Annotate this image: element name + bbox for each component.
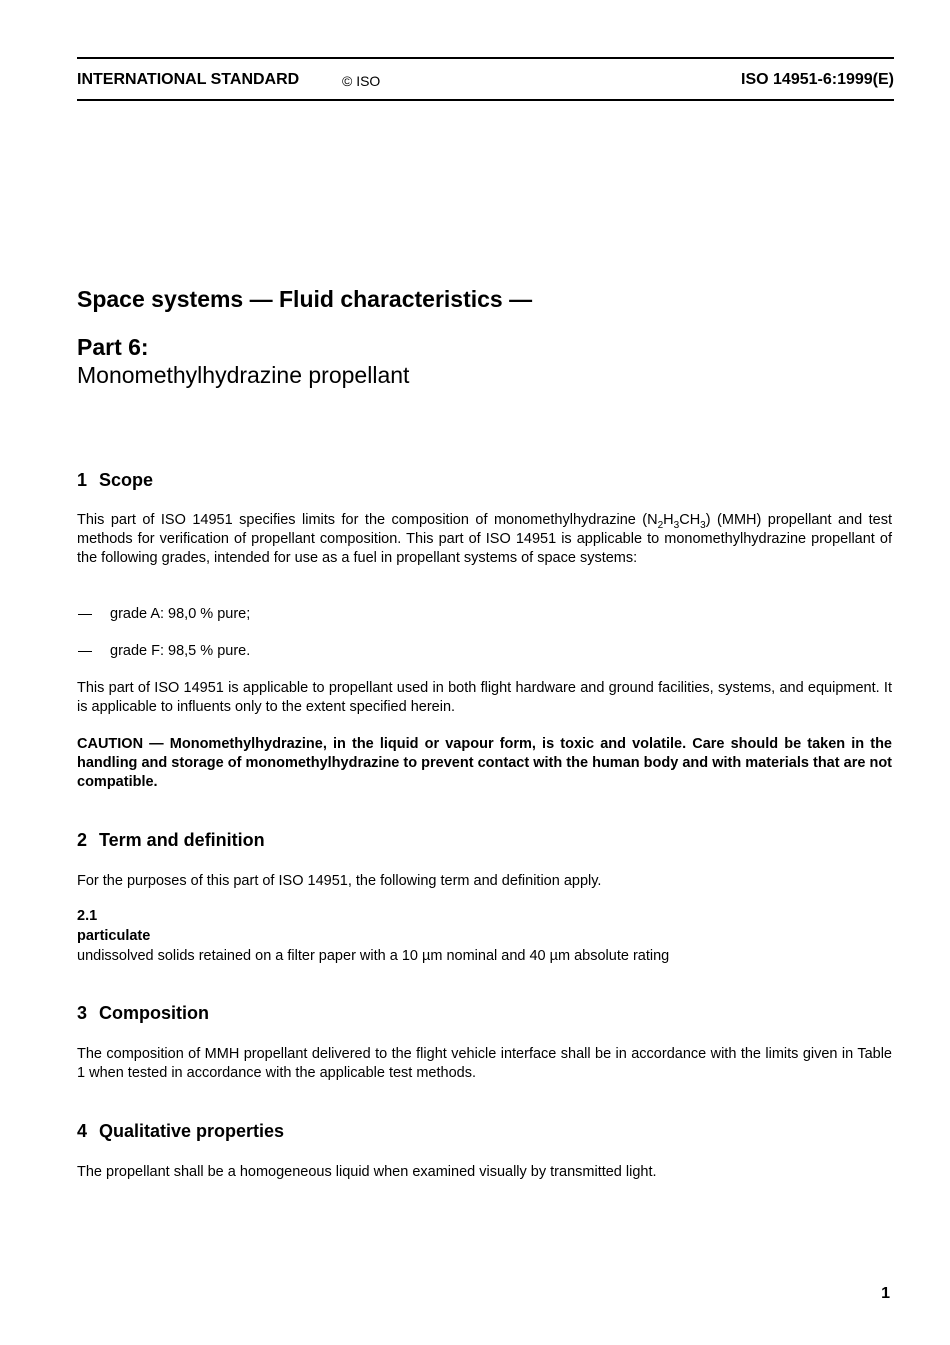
- formula-subscript: 2: [657, 519, 664, 531]
- definition-term: particulate: [77, 928, 151, 944]
- definition-text: undissolved solids retained on a filter paper with a 10 µm nominal and 40 µm absolute rating: [77, 948, 670, 964]
- formula-element: CH: [679, 512, 701, 528]
- header-copyright: © ISO: [342, 73, 381, 89]
- section-number: 1: [77, 470, 88, 490]
- definition-entry: [77, 906, 669, 966]
- caution-paragraph: CAUTION — Monomethylhydrazine, in the liquid or vapour form, is toxic and volatile. Care should be taken in the handling and storage of monomethylhydrazine to prevent contact with the human body and with materials that are not compatible.: [77, 736, 892, 791]
- dash-bullet: [78, 614, 92, 615]
- section-2-heading: [77, 829, 265, 851]
- page-number: 1: [881, 1285, 890, 1302]
- section-title: Composition: [99, 1003, 209, 1023]
- scope-text-a: This part of ISO 14951 specifies limits for the composition of monomethylhydrazine (N: [77, 512, 658, 528]
- header-standard-label: INTERNATIONAL STANDARD: [77, 71, 300, 88]
- composition-paragraph: The composition of MMH propellant delivered to the flight vehicle interface shall be in accordance with the limits given in Table 1 when tested in accordance with the applicable test methods.: [77, 1046, 892, 1082]
- formula-subscript: 3: [700, 519, 706, 531]
- grade-text: grade A: 98,0 % pure;: [110, 606, 251, 622]
- scope-text-b: ) (MMH) propellant and test methods for verification of propellant composition. This part of ISO 14951 is applicable to monomethylhydrazine propellant of the following grades, intended for use as a fuel in propellant systems of space systems:: [77, 512, 892, 567]
- section-title: Term and definition: [99, 830, 265, 850]
- section-number: 3: [77, 1003, 88, 1023]
- section-1-heading: [77, 469, 153, 491]
- dash-bullet: [78, 651, 92, 652]
- qualitative-paragraph: The propellant shall be a homogeneous liquid when examined visually by transmitted light.: [77, 1164, 657, 1180]
- document-title: Space systems — Fluid characteristics —: [77, 286, 533, 312]
- grade-list-item: [77, 642, 250, 661]
- grade-text: grade F: 98,5 % pure.: [110, 643, 251, 659]
- formula-subscript: 3: [673, 519, 680, 531]
- section-number: 2: [77, 830, 88, 850]
- terms-intro: For the purposes of this part of ISO 14951, the following term and definition apply.: [77, 873, 602, 889]
- scope-paragraph-2: This part of ISO 14951 is applicable to propellant used in both flight hardware and ground facilities, systems, and equipment. It is applicable to influents only to the extent specified herein.: [77, 680, 892, 716]
- section-number: 4: [77, 1121, 88, 1141]
- definition-number: 2.1: [77, 908, 98, 924]
- section-4-heading: [77, 1120, 284, 1142]
- header-top-rule: [77, 57, 894, 59]
- part-subtitle: Monomethylhydrazine propellant: [77, 362, 410, 388]
- section-3-heading: [77, 1002, 209, 1024]
- section-title: Qualitative properties: [99, 1121, 285, 1141]
- header-document-id: ISO 14951-6:1999(E): [741, 71, 894, 88]
- header-bottom-rule: [77, 99, 894, 101]
- scope-paragraph-1: [77, 511, 892, 569]
- formula-element: H: [663, 512, 674, 528]
- section-title: Scope: [99, 470, 154, 490]
- grade-list-item: [77, 605, 250, 624]
- part-number: Part 6:: [77, 334, 149, 360]
